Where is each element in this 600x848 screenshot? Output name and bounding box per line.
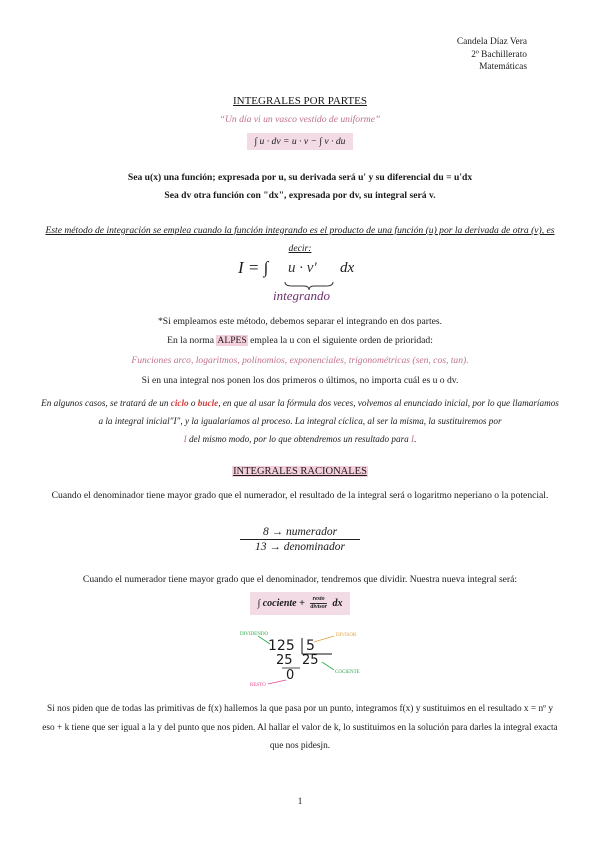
quotient-value: 25	[302, 653, 319, 668]
definition-dv: Sea dv otra función con "dx", expresada por dv, su integral será v.	[164, 190, 436, 201]
subtract-value: 25	[276, 653, 293, 668]
label-divisor: DIVISOR	[336, 633, 357, 638]
cyclic-word-ciclo: ciclo	[170, 398, 189, 408]
priority-list: Funciones arco, logaritmos, polinomios, exponenciales, trigonométricas (sen, cos, tan).	[131, 355, 469, 366]
new-integral-wrap	[40, 592, 560, 615]
fraction-example	[240, 526, 360, 553]
author-name: Candela Díaz Vera	[456, 37, 527, 47]
cyclic-text-o: o	[188, 398, 198, 408]
cyclic-text-1: En algunos casos, se tratará de un	[41, 398, 171, 408]
alpes-prefix: En la norma	[167, 335, 217, 346]
dividend-value: 125	[268, 638, 295, 654]
cyclic-I-2: I	[411, 434, 415, 444]
formula-box-wrap	[40, 133, 560, 150]
new-integral	[250, 592, 351, 615]
parts-formula: ∫ u · dv = u · v − ∫ v · du	[247, 133, 354, 150]
mnemonic-quote: “Un día vi un vasco vestido de uniforme”	[219, 114, 381, 125]
equation-integrand: u · v'	[288, 260, 317, 276]
label-resto: RESTO	[250, 683, 266, 688]
alpes-line	[40, 335, 560, 346]
alpes-highlight: ALPES	[217, 335, 247, 346]
separation-note: *Si empleamos este método, debemos separar el integrando en dos partes.	[158, 316, 442, 327]
degree-paragraph: Cuando el denominador tiene mayor grado que el numerador, el resultado de la integral será o logaritmo neperiano o la potencial.	[51, 490, 549, 501]
divisor-value: 5	[306, 638, 315, 654]
integral-dx: dx	[332, 597, 343, 609]
brace-label: integrando	[273, 288, 331, 303]
course-name: 2º Bachillerato	[471, 49, 527, 60]
method-description: Este método de integración se emplea cuando la función integrando es el producto de una función (u) por la derivada de otra (v), es decir:	[45, 225, 555, 254]
page-number: 1	[297, 796, 303, 807]
integral-fraction-den: divisor	[310, 604, 327, 610]
division-paragraph: Cuando el numerador tiene mayor grado que el denominador, tendremos que dividir. Nuestra nueva integral será:	[82, 574, 518, 585]
section-title-racionales: INTEGRALES RACIONALES	[233, 466, 367, 477]
label-cociente: COCIENTE	[335, 670, 360, 675]
alpes-suffix: emplea la u con el siguiente orden de prioridad:	[247, 335, 433, 346]
cyclic-text-3: del mismo modo, por lo que obtendremos un resultado para	[186, 434, 412, 444]
cyclic-paragraph	[40, 394, 560, 448]
equation-lhs: I = ∫	[238, 258, 269, 277]
subject-name: Matemáticas	[479, 62, 527, 72]
remainder-value: 0	[286, 668, 295, 683]
definition-u: Sea u(x) una función; expresada por u, su derivada será u' y su diferencial du = u'dx	[127, 172, 473, 183]
division-diagram	[240, 628, 370, 690]
section-title-racionales-wrap	[40, 466, 560, 477]
cyclic-I-1: I	[183, 434, 187, 444]
fraction-numerator: 8 → numerador	[240, 526, 360, 540]
integral-fraction-num: resto	[310, 596, 327, 604]
cyclic-end: .	[414, 434, 417, 444]
integral-equation	[238, 258, 378, 308]
division-lines	[240, 628, 370, 690]
fraction-denominator: 13 → denominador	[254, 541, 346, 553]
cyclic-text-2: , en que al usar la fórmula dos veces, volvemos al enunciado inicial, por lo que llamaríamos a la integral inicial"I", y la igualaríamos al proceso. La integral cíclica, al ser la misma, la sustituiremos por	[98, 398, 559, 426]
primitives-paragraph: Si nos piden que de todas las primitivas de f(x) hallemos la que pasa por un punto, integramos f(x) y sustituimos en el resultado x = nº y eso + k tiene que ser igual a la y del punto que nos piden. Al hallar el valor de k, lo sustituimos en la solución para darles la integral exacta que nos pidesjn.	[42, 704, 558, 751]
label-dividendo: DIVIDENDO	[240, 632, 269, 637]
section-title-partes: INTEGRALES POR PARTES	[232, 95, 367, 107]
order-note: Si en una integral nos ponen los dos primeros o últimos, no importa cuál es u o dv.	[141, 375, 459, 386]
cyclic-word-bucle: bucle	[197, 398, 219, 408]
equation-dx: dx	[340, 260, 355, 276]
integral-main: ∫ cociente +	[257, 597, 305, 609]
header-block	[457, 36, 527, 74]
